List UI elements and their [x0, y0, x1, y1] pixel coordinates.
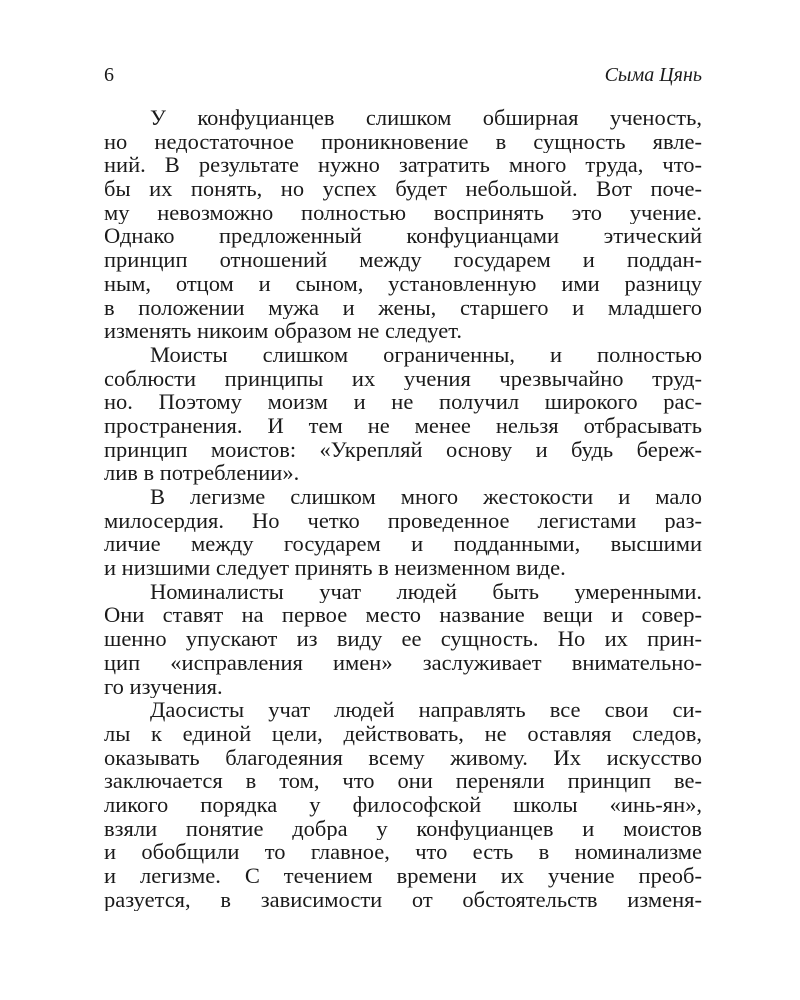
text-line: оказывать благодеяния всему живому. Их искусство [104, 745, 702, 770]
text-line: милосердия. Но четко проведенное легистами раз- [104, 508, 702, 533]
text-line: личие между государем и подданными, высшими [104, 532, 702, 557]
text-line: лив в потреблении». [104, 461, 300, 485]
running-header [104, 62, 702, 88]
text-line: го изучения. [104, 674, 223, 699]
text-line: взяли понятие добра у конфуцианцев и моистов [104, 816, 702, 841]
text-line: разуется, в зависимости от обстоятельств изменя- [104, 887, 702, 912]
text-line: в положении мужа и жены, старшего и младшего [104, 295, 702, 320]
paragraph-confucians [104, 106, 702, 343]
text-line: лы к единой цели, действовать, не оставляя следов, [104, 721, 702, 746]
text-line: но. Поэтому моизм и не получил широкого рас- [104, 390, 702, 414]
body-text [104, 106, 702, 911]
text-line: ликого порядка у философской школы «инь-ян», [104, 792, 702, 817]
text-line: и обобщили то главное, что есть в номинализме [104, 840, 702, 864]
text-line: У конфуцианцев слишком обширная ученость, [150, 106, 702, 130]
text-line: цип «исправления имен» заслуживает внимательно- [104, 650, 702, 675]
paragraph-daoists [104, 698, 702, 911]
running-title: Сыма Цянь [604, 64, 702, 86]
text-line: заключается в том, что они переняли принцип ве- [104, 769, 702, 793]
text-line: пространения. И тем не менее нельзя отбрасывать [104, 413, 702, 438]
text-line: Они ставят на первое место название вещи и совер- [104, 603, 702, 628]
text-line: Моисты слишком ограниченны, и полностью [150, 342, 702, 367]
text-line: В легизме слишком много жестокости и мало [150, 485, 702, 509]
text-line: Однако предложенный конфуцианцами этический [104, 224, 702, 249]
text-line: ний. В результате нужно затратить много труда, что- [104, 153, 702, 178]
text-line: и низшими следует принять в неизменном виде. [104, 556, 566, 580]
page-number: 6 [104, 64, 114, 86]
text-line: принцип моистов: «Укрепляй основу и будь береж- [104, 437, 702, 462]
paragraph-legalists [104, 485, 702, 580]
text-line: принцип отношений между государем и поддан- [104, 248, 702, 272]
text-line: Номиналисты учат людей быть умеренными. [150, 579, 702, 604]
text-line: изменять никоим образом не следует. [104, 319, 463, 343]
text-line: бы их понять, но успех будет небольшой. Вот поче- [104, 177, 702, 201]
text-line: му невозможно полностью воспринять это учение. [104, 200, 702, 225]
text-line: но недостаточное проникновение в сущность явле- [104, 129, 702, 154]
text-line: ным, отцом и сыном, установленную ими разницу [104, 271, 702, 296]
text-line: Даосисты учат людей направлять все свои си- [150, 698, 702, 722]
text-line: соблюсти принципы их учения чрезвычайно труд- [104, 366, 702, 391]
text-line: и легизме. С течением времени их учение преоб- [104, 864, 702, 888]
paragraph-mohists [104, 343, 702, 485]
paragraph-nominalists [104, 580, 702, 698]
text-line: шенно упускают из виду ее сущность. Но их прин- [104, 627, 702, 651]
